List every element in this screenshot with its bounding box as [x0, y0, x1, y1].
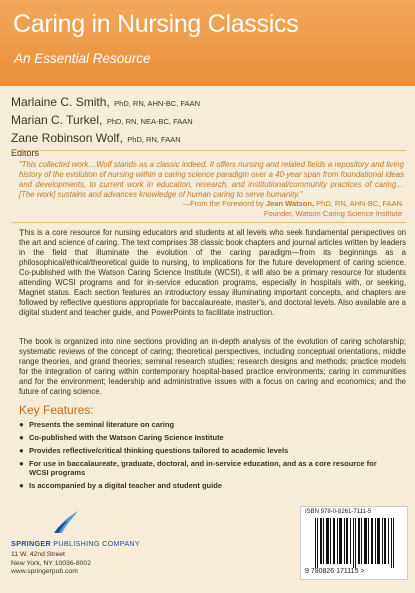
barcode-icon	[315, 518, 395, 568]
publisher-name-part1: SPRINGER	[11, 539, 51, 548]
feature-text: Co-published with the Watson Caring Science Institute	[29, 433, 224, 442]
isbn-barcode-box	[300, 506, 408, 580]
author-list	[11, 94, 406, 158]
publisher-website: www.springerpub.com	[11, 568, 78, 575]
editors-label: Editors	[11, 148, 40, 158]
attribution-role: Founder, Watson Caring Science Institute	[263, 209, 402, 218]
key-features-heading: Key Features:	[19, 403, 94, 417]
author-name: Marian C. Turkel,	[11, 113, 103, 127]
book-title: Caring in Nursing Classics	[13, 10, 299, 38]
feature-text: Provides reflective/critical thinking questions tailored to academic levels	[29, 446, 289, 455]
dropcap: T	[19, 228, 25, 238]
bullet-icon: ●	[19, 481, 24, 490]
key-features-list	[19, 420, 379, 494]
feature-text: Presents the seminal literature on caring	[29, 420, 175, 429]
author-item	[11, 130, 406, 147]
publisher-name	[11, 539, 140, 548]
attribution-credentials: PhD, RN, AHN-BC, FAAN	[316, 199, 402, 208]
list-item	[19, 420, 379, 429]
cover-header	[0, 0, 415, 86]
description-paragraph-2: The book is organized into nine sections providing an in-depth analysis of the evolution of caring scholarship; systematic reviews of the concept of caring; theoretical perspectives, including conceptual orientations, middle range theories, and grand theories; seminal research studies; research designs and methods; practice models for the integration of caring within contemporary hospital-based practice environments; caring in communities and for the environment; leadership and administrative issues with a focus on caring and economics; and the future of caring science.	[19, 337, 406, 396]
bullet-icon: ●	[19, 433, 24, 442]
divider	[11, 222, 406, 223]
list-item	[19, 433, 379, 442]
author-credentials: PhD, RN, FAAN	[127, 135, 181, 144]
list-item	[19, 446, 379, 455]
address-line: New York, NY 10036-8002	[11, 559, 91, 567]
author-credentials: PhD, RN, NEA-BC, FAAN	[106, 117, 193, 126]
list-item	[19, 459, 379, 477]
feature-text: Is accompanied by a digital teacher and student guide	[29, 481, 222, 490]
publisher-address	[11, 551, 91, 577]
isbn-label: ISBN 978-0-8261-7111-5	[305, 509, 372, 515]
author-item	[11, 94, 406, 111]
paragraph-text: his is a core resource for nursing educators and students at all levels who seek fundamental perspectives on the art and science of caring. The text comprises 38 classic book chapters and journal articles written by leaders in the field that illuminate the evolution of the caring paradigm—from its beginnings as a philosophical/ethical/theoretical guide to nursing, to implications for the future development of caring science. Co-published with the Watson Caring Science Institute (WCSI), it will also be a primary resource for students attending WCSI programs and for in-service education programs, especially in hospitals with, or seeking, Magnet status. Each section features an introductory essay illuminating important concepts, and chapters are followed by reflective questions appropriate for baccalaureate, master's, and doctoral levels. Also available are a digital student and teacher guide, and PowerPoints to facilitate instruction.	[19, 228, 406, 317]
list-item	[19, 481, 379, 490]
bullet-icon: ●	[19, 459, 24, 468]
divider	[11, 150, 406, 151]
address-line: 11 W. 42nd Street	[11, 551, 65, 558]
feature-text: For use in baccalaureate, graduate, doctoral, and in-service education, and as a core resource for WCSI programs	[29, 459, 377, 477]
description-paragraph-1	[19, 228, 406, 318]
bullet-icon: ●	[19, 420, 24, 429]
author-item	[11, 112, 406, 129]
bullet-icon: ●	[19, 446, 24, 455]
quote-attribution	[183, 199, 402, 219]
author-name: Marlaine C. Smith,	[11, 95, 110, 109]
book-subtitle: An Essential Resource	[14, 51, 151, 66]
publisher-block	[9, 509, 169, 579]
attribution-name: Jean Watson,	[265, 199, 315, 208]
publisher-name-part2: PUBLISHING COMPANY	[53, 539, 141, 548]
foreword-quote: "This collected work…Wolf stands as a classic indeed. It offers nursing and related fields a repository and living history of the evolution of nursing within a caring science paradigm over a 40-year span from foundational ideas and developments, to current work in education, research, and institutional/community practices of caring…[The work] sustains and advances knowledge of human caring to serve humanity."	[19, 160, 404, 199]
springer-logo-icon	[52, 509, 82, 535]
author-credentials: PhD, RN, AHN-BC, FAAN	[114, 99, 201, 108]
author-name: Zane Robinson Wolf,	[11, 131, 123, 145]
barcode-number: 9 780826 171115 >	[305, 568, 365, 575]
attribution-prefix: —From the Foreword by	[182, 199, 264, 208]
